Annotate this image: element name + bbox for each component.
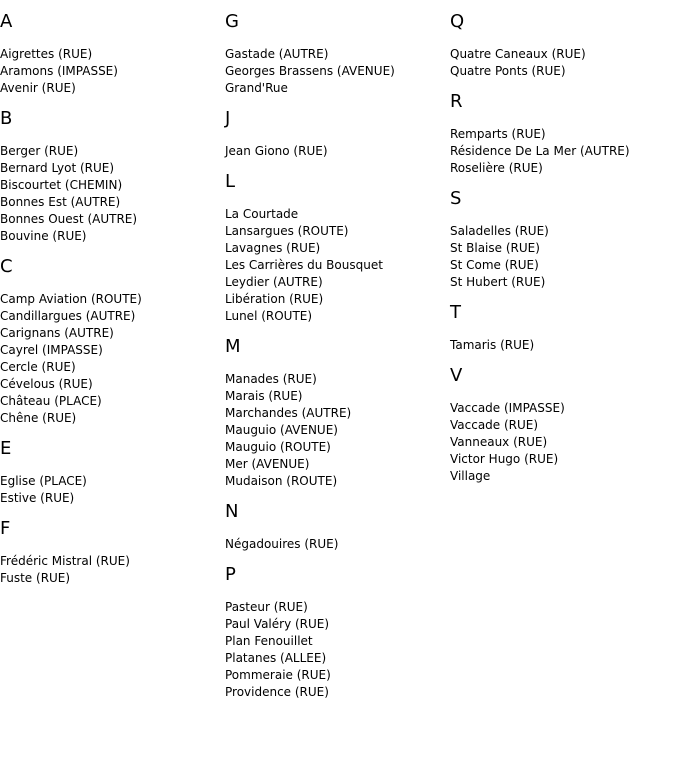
letter-group [0,437,225,507]
street-link[interactable]: Négadouires (RUE) [225,537,339,551]
street-link[interactable]: Lunel (ROUTE) [225,309,313,323]
street-link[interactable]: Plan Fenouillet [225,634,313,648]
street-link[interactable]: Biscourtet (CHEMIN) [0,178,123,192]
street-link[interactable]: Pasteur (RUE) [225,600,308,614]
street-link[interactable]: Marais (RUE) [225,389,303,403]
letter-group [0,517,225,587]
street-link[interactable]: Berger (RUE) [0,144,79,158]
letter-heading: V [450,365,463,386]
street-link[interactable]: Les Carrières du Bousquet [225,258,383,272]
street-link[interactable]: Marchandes (AUTRE) [225,406,352,420]
letter-heading: E [0,438,12,459]
street-list [0,143,225,245]
street-link[interactable]: Pommeraie (RUE) [225,668,331,682]
street-link[interactable]: Candillargues (AUTRE) [0,309,136,323]
letter-heading: G [225,11,239,32]
street-link[interactable]: Georges Brassens (AVENUE) [225,64,395,78]
letter-heading: L [225,171,236,192]
letter-heading: M [225,336,241,357]
street-link[interactable]: Remparts (RUE) [450,127,546,141]
street-link[interactable]: Carignans (AUTRE) [0,326,114,340]
street-link[interactable]: St Come (RUE) [450,258,539,272]
street-link[interactable]: Frédéric Mistral (RUE) [0,554,130,568]
letter-heading: F [0,518,11,539]
street-link[interactable]: Libération (RUE) [225,292,324,306]
street-link[interactable]: Bonnes Est (AUTRE) [0,195,121,209]
street-index-column [225,0,450,709]
letter-group [450,364,675,485]
street-link[interactable]: Cercle (RUE) [0,360,76,374]
street-index-column [450,0,675,493]
street-link[interactable]: Estive (RUE) [0,491,75,505]
letter-group [225,563,450,701]
street-link[interactable]: Fuste (RUE) [0,571,71,585]
street-link[interactable]: Cévelous (RUE) [0,377,93,391]
street-list [225,46,450,97]
street-link[interactable]: Manades (RUE) [225,372,317,386]
letter-heading: N [225,501,239,522]
letter-group [0,107,225,245]
street-list [225,536,450,553]
street-list [450,337,675,354]
letter-group [450,10,675,80]
letter-group [225,107,450,160]
street-list [450,126,675,177]
street-link[interactable]: Vaccade (IMPASSE) [450,401,565,415]
letter-group [0,255,225,427]
street-link[interactable]: Avenir (RUE) [0,81,76,95]
street-link[interactable]: Mer (AVENUE) [225,457,310,471]
street-link[interactable]: Aramons (IMPASSE) [0,64,118,78]
street-link[interactable]: Vaccade (RUE) [450,418,539,432]
street-link[interactable]: Bernard Lyot (RUE) [0,161,115,175]
street-link[interactable]: Château (PLACE) [0,394,102,408]
letter-group [450,187,675,291]
street-list [225,371,450,490]
street-link[interactable]: St Hubert (RUE) [450,275,546,289]
street-link[interactable]: Leydier (AUTRE) [225,275,323,289]
street-link[interactable]: Chêne (RUE) [0,411,77,425]
street-link[interactable]: Mauguio (ROUTE) [225,440,331,454]
letter-heading: T [450,302,461,323]
street-link[interactable]: Grand'Rue [225,81,288,95]
street-list [450,400,675,485]
letter-heading: J [225,108,231,129]
street-link[interactable]: Quatre Caneaux (RUE) [450,47,586,61]
street-link[interactable]: Bonnes Ouest (AUTRE) [0,212,138,226]
street-list [0,553,225,587]
street-link[interactable]: Résidence De La Mer (AUTRE) [450,144,630,158]
street-link[interactable]: La Courtade [225,207,299,221]
street-link[interactable]: Village [450,469,491,483]
street-list [0,46,225,97]
street-list [225,143,450,160]
street-link[interactable]: Paul Valéry (RUE) [225,617,330,631]
street-list [0,473,225,507]
street-link[interactable]: Vanneaux (RUE) [450,435,548,449]
letter-group [0,10,225,97]
letter-heading: Q [450,11,465,32]
street-link[interactable]: Aigrettes (RUE) [0,47,93,61]
street-link[interactable]: Gastade (AUTRE) [225,47,329,61]
street-link[interactable]: Mudaison (ROUTE) [225,474,338,488]
letter-heading: B [0,108,13,129]
street-link[interactable]: Saladelles (RUE) [450,224,549,238]
street-link[interactable]: Quatre Ponts (RUE) [450,64,566,78]
street-link[interactable]: St Blaise (RUE) [450,241,540,255]
letter-group [225,335,450,490]
street-link[interactable]: Bouvine (RUE) [0,229,87,243]
street-link[interactable]: Tamaris (RUE) [450,338,535,352]
letter-heading: A [0,11,13,32]
street-link[interactable]: Roselière (RUE) [450,161,543,175]
letter-group [225,170,450,325]
street-list [450,223,675,291]
letter-heading: R [450,91,463,112]
street-link[interactable]: Providence (RUE) [225,685,329,699]
street-link[interactable]: Platanes (ALLEE) [225,651,327,665]
letter-group [450,301,675,354]
street-link[interactable]: Lavagnes (RUE) [225,241,321,255]
street-list [0,291,225,427]
street-list [225,206,450,325]
street-list [450,46,675,80]
street-link[interactable]: Victor Hugo (RUE) [450,452,559,466]
letter-group [225,10,450,97]
letter-heading: C [0,256,13,277]
letter-group [450,90,675,177]
letter-heading: S [450,188,462,209]
street-link[interactable]: Cayrel (IMPASSE) [0,343,103,357]
street-link[interactable]: Lansargues (ROUTE) [225,224,349,238]
street-link[interactable]: Camp Aviation (ROUTE) [0,292,142,306]
street-index-column [0,0,225,595]
street-list [225,599,450,701]
street-link[interactable]: Jean Giono (RUE) [225,144,328,158]
letter-group [225,500,450,553]
street-link[interactable]: Mauguio (AVENUE) [225,423,338,437]
letter-heading: P [225,564,236,585]
street-link[interactable]: Eglise (PLACE) [0,474,87,488]
